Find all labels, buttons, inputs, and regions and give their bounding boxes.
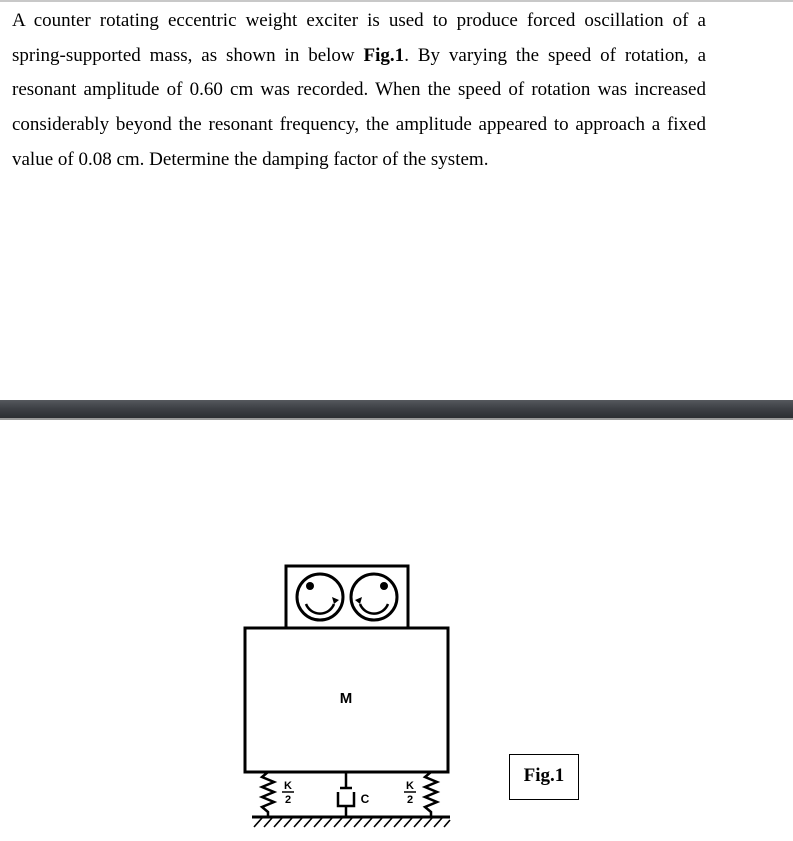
problem-statement: [12, 4, 706, 178]
problem-text-part2: . By varying the speed of rotation, a resonant amplitude of 0.60 cm was recorded. When the speed of rotation was increased considerably beyond the resonant frequency, the amplitude appeared to approach a fixed value of 0.08 cm. Determine the damping factor of the system.: [12, 44, 706, 170]
left-spring-label: [282, 780, 294, 806]
problem-text-part1: A counter rotating eccentric weight exciter is used to produce forced oscillation of a spring-supported mass, as shown in below: [12, 10, 706, 66]
svg-text:2: 2: [284, 794, 292, 806]
figure-caption: Fig.1: [509, 754, 579, 800]
mass-label: M: [339, 690, 353, 707]
right-spring-label: [404, 780, 416, 806]
page-top-edge: [0, 0, 793, 2]
svg-text:2: 2: [406, 794, 414, 806]
svg-text:K: K: [284, 780, 292, 792]
section-divider-bar: [0, 400, 793, 418]
damper: [338, 772, 354, 816]
svg-text:K: K: [406, 780, 414, 792]
right-spring: [425, 772, 437, 816]
damper-label: C: [360, 792, 370, 806]
left-spring: [262, 772, 274, 816]
section-divider-shadow: [0, 418, 793, 420]
figure-reference: Fig.1: [363, 44, 405, 66]
ground-hatching: [254, 818, 450, 827]
exciter-diagram: [238, 560, 468, 840]
exciter-housing: [286, 566, 408, 628]
